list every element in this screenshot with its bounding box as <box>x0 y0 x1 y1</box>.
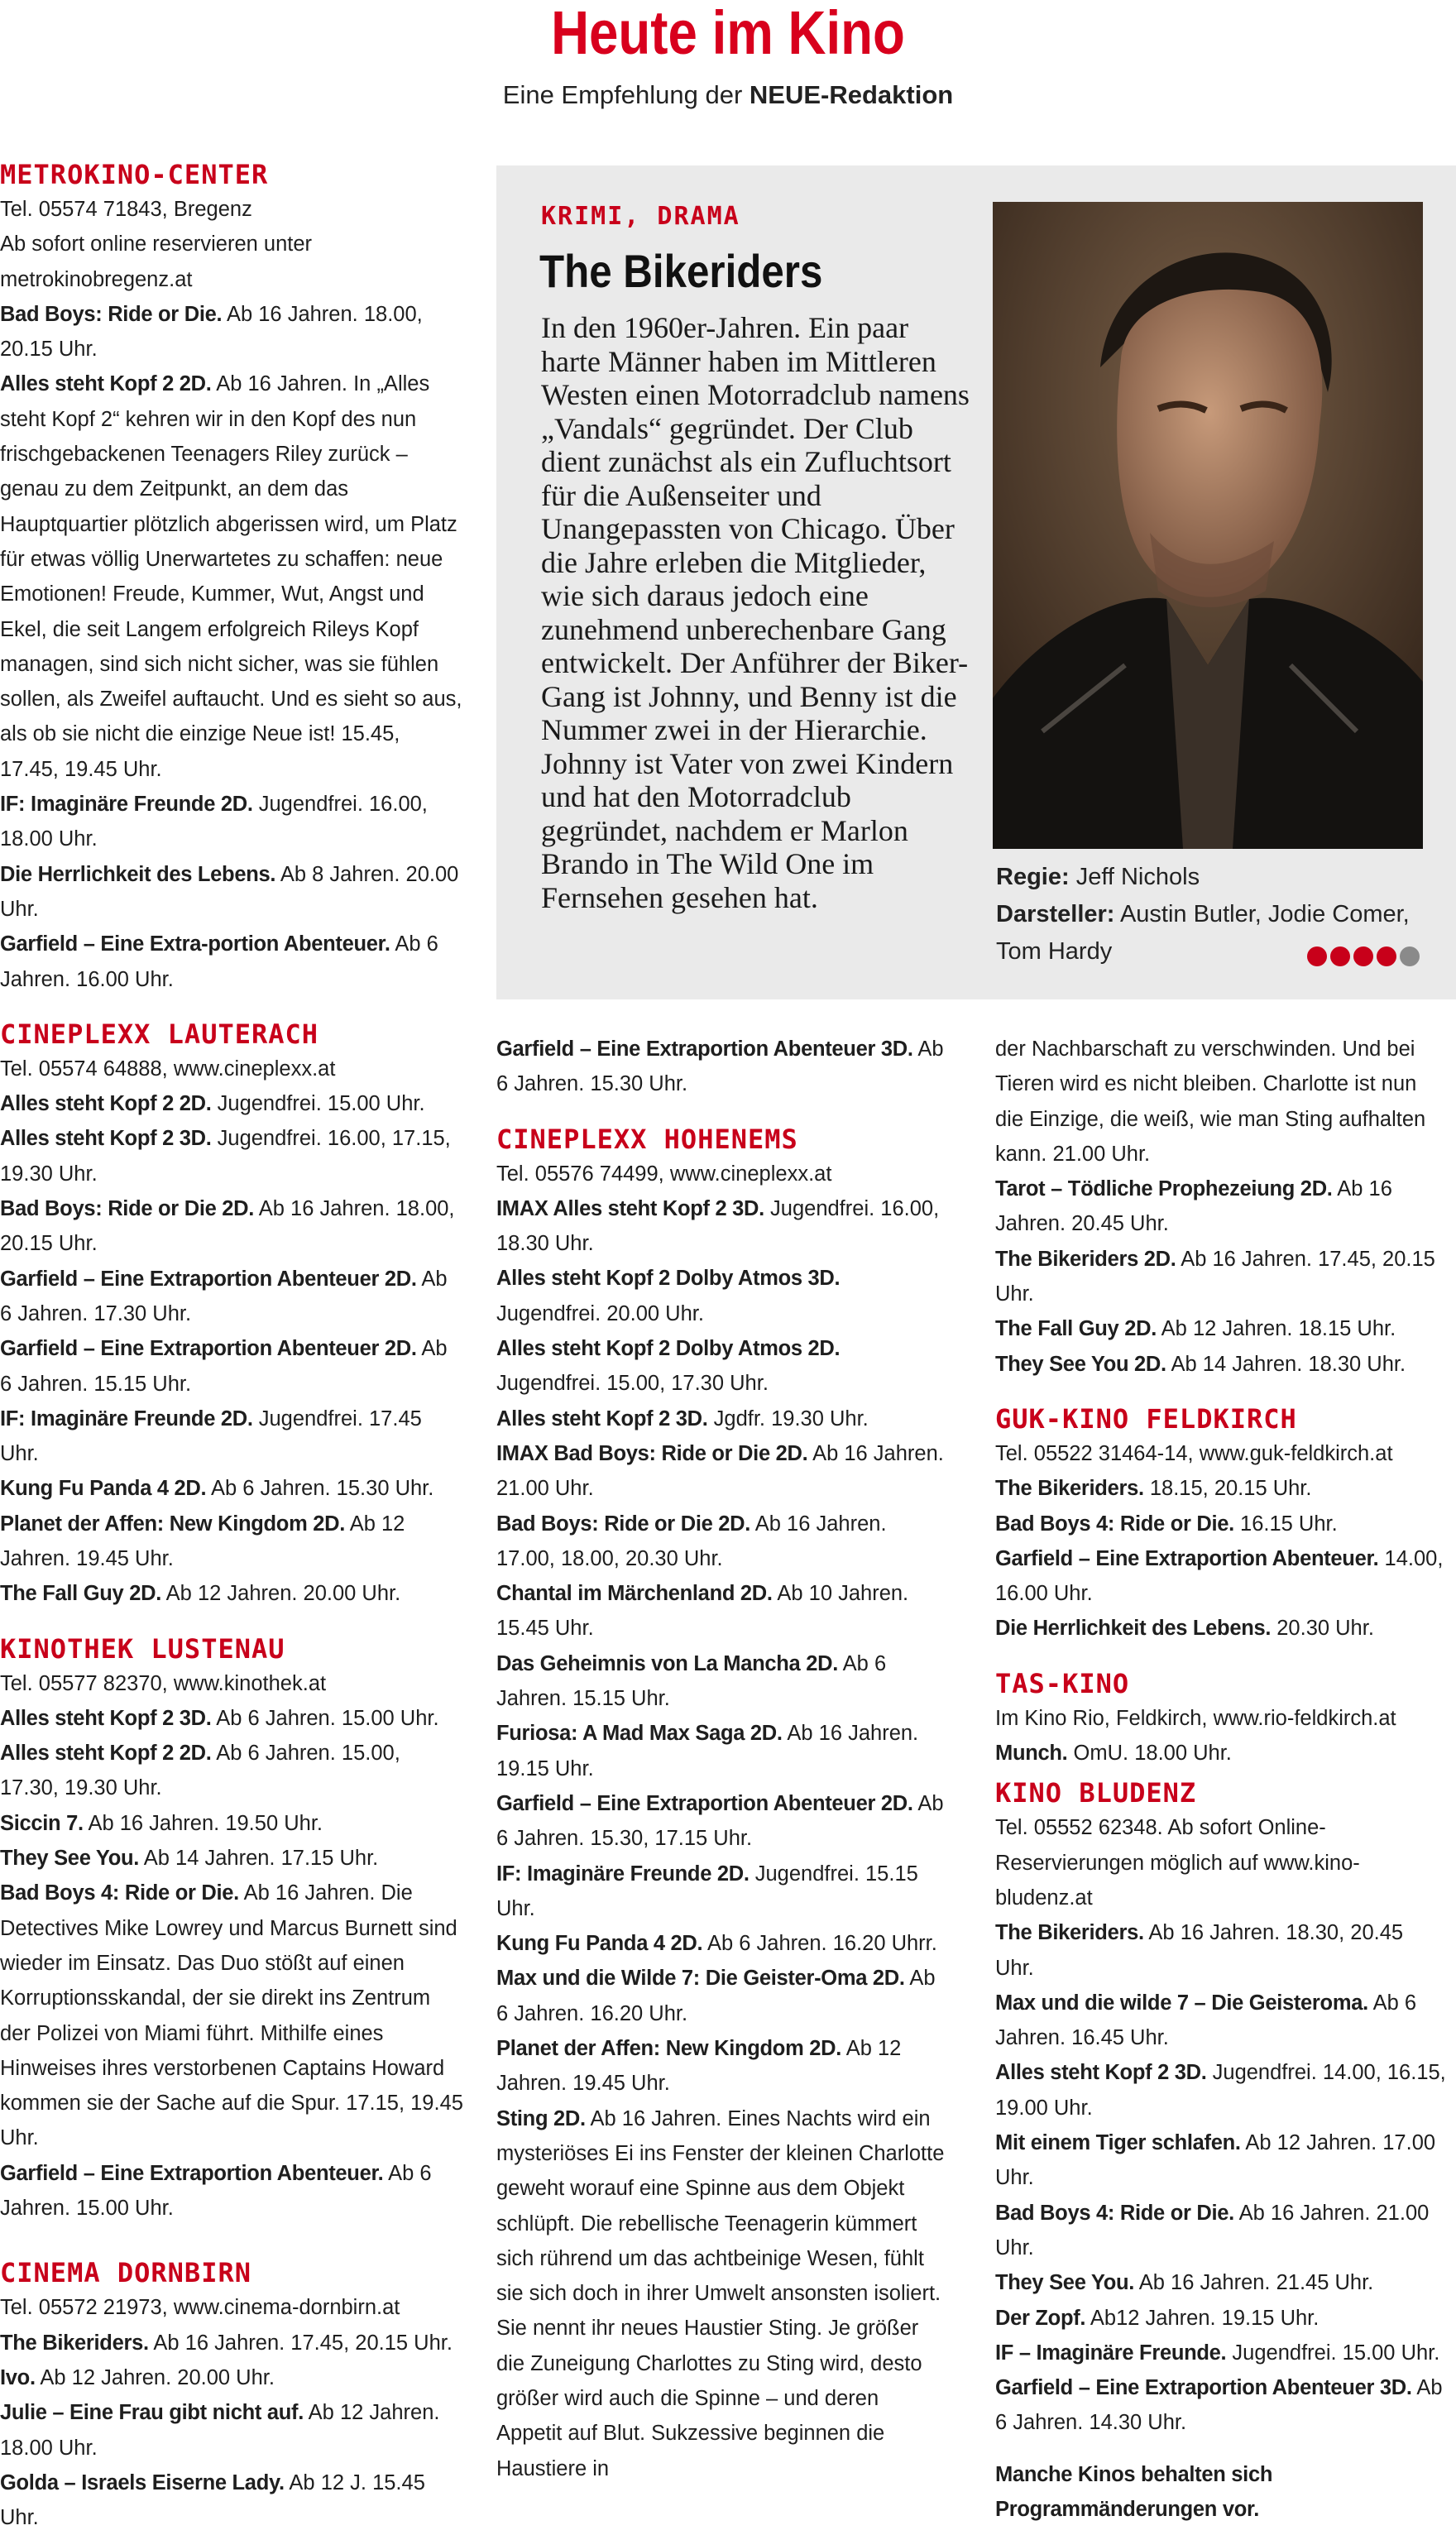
listing-line <box>0 2360 463 2395</box>
film-title: Garfield – Eine Extraportion Abenteuer 3D. <box>496 1037 913 1061</box>
cinema-dornbirn <box>0 2255 463 2535</box>
film-info: Jugendfrei. 16.00, 17.15, 19.30 Uhr. <box>0 1127 451 1186</box>
listing-line <box>496 1786 947 1857</box>
listing-line <box>0 1121 463 1191</box>
film-info: Ab 12 J. 15.45 Uhr. <box>0 2470 425 2530</box>
film-info: Ab 16 Jahren. 21.00 Uhr. <box>995 2201 1430 2259</box>
film-info: Ab 16 Jahren. 18.00, 20.15 Uhr. <box>0 1197 455 1256</box>
listing-line <box>0 2326 463 2360</box>
listing-line <box>496 1261 947 1331</box>
listing-line <box>995 1915 1446 1986</box>
film-info: Ab 8 Jahren. 20.00 Uhr. <box>0 862 459 921</box>
film-title: Alles steht Kopf 2 2D. <box>0 1742 212 1766</box>
director-name: Jeff Nichols <box>1075 864 1200 890</box>
film-info: Ab 6 Jahren. 15.00, 17.30, 19.30 Uhr. <box>0 1742 400 1800</box>
cinema-name: CINEMA DORNBIRN <box>0 2257 251 2289</box>
film-info: Ab 6 Jahren. 16.00 Uhr. <box>0 932 438 991</box>
film-info: Ab 16 Jahren. 19.50 Uhr. <box>83 1811 323 1835</box>
film-title: Das Geheimnis von La Mancha 2D. <box>496 1651 838 1675</box>
listing-line <box>496 1191 947 1262</box>
film-info: OmU. 18.00 Uhr. <box>1067 1742 1232 1766</box>
cinema-feldkirch <box>995 1402 1446 1646</box>
film-info: Ab 12 Jahren. 19.45 Uhr. <box>496 2037 902 2096</box>
film-title: Garfield – Eine Extraportion Abenteuer 2D. <box>496 1791 913 1815</box>
film-title: Max und die wilde 7 – Die Geisteroma. <box>995 1991 1368 2015</box>
film-title: Alles steht Kopf 2 3D. <box>496 1406 708 1430</box>
film-info: Jugendfrei. 15.00 Uhr. <box>1226 2341 1440 2365</box>
listing-line <box>995 1311 1446 1346</box>
film-info: Ab 6 Jahren. 16.45 Uhr. <box>995 1991 1417 2050</box>
listing-line <box>0 1471 463 1506</box>
film-title: Tarot – Tödliche Prophezeiung 2D. <box>995 1177 1333 1201</box>
film-title: Alles steht Kopf 2 2D. <box>0 372 212 396</box>
film-title: Garfield – Eine Extra-portion Abenteuer. <box>0 932 390 956</box>
film-info: Tel. 05574 64888, www.cineplexx.at <box>0 1057 336 1081</box>
listing-line <box>995 2196 1446 2266</box>
listing-line <box>496 1857 947 1927</box>
listing-line <box>0 1191 463 1262</box>
listing-line <box>0 787 463 857</box>
listing-line <box>0 1806 463 1841</box>
film-title: Julie – Eine Frau gibt nicht auf. <box>0 2401 304 2425</box>
rating-dot-filled <box>1307 946 1327 966</box>
film-title: IF – Imaginäre Freunde. <box>995 2341 1227 2365</box>
film-still-image <box>993 202 1423 849</box>
film-title: Bad Boys: Ride or Die. <box>0 302 223 326</box>
film-info: Ab 12 Jahren. 19.45 Uhr. <box>0 1512 405 1570</box>
listing-line <box>0 1331 463 1402</box>
listing-line <box>995 2125 1446 2196</box>
listing-line <box>496 1716 947 1786</box>
listing-line <box>496 1331 947 1402</box>
listing-line <box>995 1611 1446 1646</box>
film-info: Ab 12 Jahren. 18.15 Uhr. <box>1157 1317 1396 1341</box>
film-info: Ab 16 Jahren. 20.45 Uhr. <box>995 1177 1392 1236</box>
listing-line <box>995 2370 1446 2441</box>
cinema-metrokino <box>0 157 463 997</box>
film-info: Ab 16 Jahren. 21.00 Uhr. <box>496 1441 944 1501</box>
film-info: Jugendfrei. 16.00, 18.00 Uhr. <box>0 793 428 851</box>
column-2 <box>496 1032 947 2486</box>
film-title: Bad Boys 4: Ride or Die. <box>995 2201 1234 2225</box>
film-info: Ab 10 Jahren. 15.45 Uhr. <box>496 1582 909 1641</box>
film-info: der Nachbarschaft zu verschwinden. Und bei Tieren wird es nicht bleiben. Charlotte ist nun die Einzige, die weiß, wie man Sting aufhalten kann. 21.00 Uhr. <box>995 1037 1426 1166</box>
film-info: Tel. 05574 71843, Bregenz <box>0 198 252 221</box>
film-title: Max und die Wilde 7: Die Geister-Oma 2D. <box>496 1967 905 1991</box>
film-title: The Bikeriders. <box>995 1477 1144 1501</box>
listing-line <box>995 2336 1446 2370</box>
page-title: Heute im Kino <box>551 0 905 67</box>
film-title: IF: Imaginäre Freunde 2D. <box>0 1406 253 1430</box>
listing-line <box>995 1242 1446 1312</box>
film-info: Ab 6 Jahren. 15.00 Uhr. <box>211 1706 439 1730</box>
listing-line <box>995 1172 1446 1242</box>
cinema-lustenau <box>0 1632 463 2226</box>
film-title: Alles steht Kopf 2 3D. <box>995 2061 1207 2085</box>
film-title: IMAX Alles steht Kopf 2 3D. <box>496 1196 764 1220</box>
listing-line <box>995 1541 1446 1612</box>
film-title: Garfield – Eine Extraportion Abenteuer 3D. <box>995 2376 1412 2400</box>
cinema-lauterach-continued <box>496 1032 947 1102</box>
cinema-name: METROKINO-CENTER <box>0 159 269 190</box>
film-info: Ab 16 Jahren. 21.45 Uhr. <box>1134 2271 1374 2295</box>
listing-line <box>995 1986 1446 2056</box>
listing-line <box>995 1810 1446 1915</box>
film-title: They See You. <box>0 1847 140 1871</box>
film-info: Jugendfrei. 15.00 Uhr. <box>211 1092 425 1116</box>
listing-line <box>995 2055 1446 2125</box>
film-info: Ab 16 Jahren. 17.00, 18.00, 20.30 Uhr. <box>496 1512 887 1570</box>
film-title: Die Herrlichkeit des Lebens. <box>995 1617 1272 1641</box>
listing-line <box>0 1262 463 1332</box>
cinema-name: CINEPLEXX HOHENEMS <box>496 1123 798 1155</box>
film-title: Mit einem Tiger schlafen. <box>995 2131 1241 2155</box>
listing-line <box>0 1841 463 1876</box>
cinema-bludenz <box>995 1775 1446 2440</box>
cinema-lauterach <box>0 1017 463 1612</box>
listing-line <box>0 2466 463 2535</box>
listing-line <box>0 1736 463 1806</box>
film-title: IF: Imaginäre Freunde 2D. <box>496 1862 750 1886</box>
rating-dot-filled <box>1353 946 1373 966</box>
featured-film-synopsis: In den 1960er-Jahren. Ein paar harte Männer haben im Mittleren Westen einen Motorradclub namens „Vandals“ gegründet. Der Club dient zunächst als ein Zufluchtsort für die Außenseiter und Unangepassten von Chicago. Über die Jahre erleben die Mitglieder, wie sich daraus jedoch eine zunehmend unberechenbare Gang entwickelt. Der Anführer der Biker-Gang ist Johnny, und Benny ist die Nummer zwei in der Hierarchie. Johnny ist Vater von zwei Kindern und hat den Motorradclub gegründet, nachdem er Marlon Brando in The Wild One im Fernsehen gesehen hat. <box>541 311 970 914</box>
film-info: Ab 12 Jahren. 18.00 Uhr. <box>0 2401 440 2460</box>
listing-line <box>995 1436 1446 1471</box>
film-info: 18.15, 20.15 Uhr. <box>1143 1477 1312 1501</box>
listing-line <box>496 1436 947 1507</box>
listing-line <box>496 1926 947 1961</box>
director-label: Regie: <box>996 864 1070 890</box>
film-title: Alles steht Kopf 2 3D. <box>0 1127 212 1151</box>
listing-line <box>496 1961 947 2031</box>
film-info: Ab 16 Jahren. 18.30, 20.45 Uhr. <box>995 1921 1404 1980</box>
listing-line <box>0 927 463 997</box>
film-title: IMAX Bad Boys: Ride or Die 2D. <box>496 1441 808 1465</box>
film-info: Jugendfrei. 14.00, 16.15, 19.00 Uhr. <box>995 2061 1446 2120</box>
film-title: Siccin 7. <box>0 1811 84 1835</box>
film-info: Ab 6 Jahren. 16.20 Uhr. <box>496 1967 936 2025</box>
listing-line <box>995 1471 1446 1506</box>
film-title: The Bikeriders. <box>0 2331 149 2355</box>
film-title: Planet der Affen: New Kingdom 2D. <box>496 2037 842 2061</box>
film-title: Bad Boys 4: Ride or Die. <box>0 1881 239 1905</box>
film-title: IF: Imaginäre Freunde 2D. <box>0 793 253 817</box>
film-title: Garfield – Eine Extraportion Abenteuer 2D. <box>0 1267 417 1291</box>
film-info: Ab 6 Jahren. 15.30 Uhr. <box>206 1477 434 1501</box>
featured-film-genre: KRIMI, DRAMA <box>541 202 740 231</box>
film-info: Jgdfr. 19.30 Uhr. <box>707 1406 869 1430</box>
cinema-name: GUK-KINO FELDKIRCH <box>995 1402 1297 1435</box>
rating-dot-empty <box>1400 946 1420 966</box>
film-info: Tel. 05576 74499, www.cineplexx.at <box>496 1162 832 1186</box>
film-title: They See You. <box>995 2271 1135 2295</box>
listing-line <box>0 2156 463 2226</box>
film-info: Ab 6 Jahren. 15.30, 17.15 Uhr. <box>496 1791 944 1851</box>
film-title: Bad Boys: Ride or Die 2D. <box>496 1512 751 1536</box>
subtitle-publisher: NEUE-Redaktion <box>749 80 954 109</box>
film-title: Sting 2D. <box>496 2106 586 2130</box>
film-title: Garfield – Eine Extraportion Abenteuer 2D. <box>0 1337 417 1361</box>
film-title: The Bikeriders. <box>995 1921 1144 1945</box>
film-info: 16.15 Uhr. <box>1233 1512 1338 1536</box>
film-info: Jugendfrei. 20.00 Uhr. <box>496 1301 704 1325</box>
listing-line <box>496 1402 947 1436</box>
film-title: Bad Boys 4: Ride or Die. <box>995 1512 1234 1536</box>
film-info: Tel. 05572 21973, www.cinema-dornbirn.at <box>0 2296 400 2320</box>
cinema-name: CINEPLEXX LAUTERACH <box>0 1018 319 1050</box>
film-info: Ab sofort online reservieren unter metrokinobregenz.at <box>0 232 313 291</box>
listing-line <box>0 2395 463 2466</box>
film-title: The Bikeriders 2D. <box>995 1247 1176 1271</box>
film-title: Die Herrlichkeit des Lebens. <box>0 862 276 886</box>
listing-line <box>0 227 463 297</box>
film-title: Furiosa: A Mad Max Saga 2D. <box>496 1722 783 1746</box>
film-info: Tel. 05552 62348. Ab sofort Online-Reservierungen möglich auf www.kino-bludenz.at <box>995 1816 1360 1910</box>
listing-line <box>496 1157 947 1191</box>
film-title: Garfield – Eine Extraportion Abenteuer. <box>0 2161 384 2185</box>
film-info: Jugendfrei. 15.00, 17.30 Uhr. <box>496 1372 769 1396</box>
rating-dot-filled <box>1377 946 1396 966</box>
listing-line <box>496 1576 947 1646</box>
film-title: Der Zopf. <box>995 2306 1086 2330</box>
listing-line <box>0 1701 463 1736</box>
film-info: Ab12 Jahren. 19.15 Uhr. <box>1085 2306 1320 2330</box>
film-title: Alles steht Kopf 2 Dolby Atmos 2D. <box>496 1337 841 1361</box>
listing-line <box>0 192 463 227</box>
film-title: Kung Fu Panda 4 2D. <box>0 1477 207 1501</box>
film-info: Ab 14 Jahren. 18.30 Uhr. <box>1166 1352 1406 1376</box>
listing-line <box>995 1507 1446 1541</box>
listing-line <box>0 1086 463 1121</box>
cinema-name: TAS-KINO <box>995 1667 1130 1699</box>
film-info: Tel. 05522 31464-14, www.guk-feldkirch.at <box>995 1441 1393 1465</box>
listing-line <box>0 1576 463 1611</box>
film-still-photo <box>993 202 1423 849</box>
film-info: Ab 12 Jahren. 20.00 Uhr. <box>161 1582 401 1606</box>
film-title: Bad Boys: Ride or Die 2D. <box>0 1197 255 1221</box>
listing-line <box>0 857 463 927</box>
film-info: Ab 16 Jahren. 19.15 Uhr. <box>496 1722 919 1780</box>
listing-line <box>995 1347 1446 1382</box>
cinema-taskino <box>995 1666 1446 1771</box>
film-title: Munch. <box>995 1742 1068 1766</box>
film-title: Ivo. <box>0 2365 36 2389</box>
cinema-name: KINOTHEK LUSTENAU <box>0 1632 285 1665</box>
rating-dots <box>1307 946 1420 966</box>
film-info: Ab 16 Jahren. 17.45, 20.15 Uhr. <box>148 2331 453 2355</box>
film-info: Ab 16 Jahren. Eines Nachts wird ein mysteriöses Ei ins Fenster der kleinen Charlotte geweht worauf eine Spinne aus dem Objekt schlüpft. Die rebellische Teenagerin kümmert sich rührend um das achtbeinige Wesen, fühlt sie sich doch in ihrer Umwelt ansonsten isoliert. Sie nennt ihr neues Haustier Sting. Je größer die Zuneigung Charlottes zu Sting wird, desto größer wird auch die Spinne – und deren Appetit auf Blut. Sukzessive beginnen die Haustiere in <box>496 2106 945 2480</box>
film-info: Ab 6 Jahren. 15.15 Uhr. <box>0 1337 448 1396</box>
film-info: Jugendfrei. 17.45 Uhr. <box>0 1406 422 1466</box>
film-info: Ab 6 Jahren. 15.00 Uhr. <box>0 2161 432 2221</box>
listing-line <box>0 367 463 787</box>
film-title: Golda – Israels Eiserne Lady. <box>0 2470 285 2494</box>
film-title: They See You 2D. <box>995 1352 1166 1376</box>
film-info: 14.00, 16.00 Uhr. <box>995 1546 1444 1606</box>
film-info: Ab 6 Jahren. 17.30 Uhr. <box>0 1267 448 1325</box>
cinema-hohenems-continued <box>995 1032 1446 1382</box>
film-title: The Fall Guy 2D. <box>0 1582 161 1606</box>
film-info: Tel. 05577 82370, www.kinothek.at <box>0 1671 327 1695</box>
rating-dot-filled <box>1330 946 1350 966</box>
listing-line <box>0 1052 463 1086</box>
film-title: Kung Fu Panda 4 2D. <box>496 1932 703 1956</box>
film-info: Ab 6 Jahren. 14.30 Uhr. <box>995 2376 1443 2435</box>
listing-line <box>496 2031 947 2101</box>
listing-line <box>0 2290 463 2325</box>
film-info: Ab 16 Jahren. 17.45, 20.15 Uhr. <box>995 1247 1435 1306</box>
page-subtitle <box>0 79 1456 112</box>
listing-line <box>995 1701 1446 1736</box>
film-title: Chantal im Märchenland 2D. <box>496 1582 773 1606</box>
listing-line <box>496 1032 947 1102</box>
listing-line <box>995 2301 1446 2336</box>
listing-line <box>0 1402 463 1472</box>
footer-note: Manche Kinos behalten sich Programmänderungen vor. <box>995 2462 1273 2521</box>
film-title: Garfield – Eine Extraportion Abenteuer. <box>995 1546 1379 1570</box>
film-info: Im Kino Rio, Feldkirch, www.rio-feldkirch.at <box>995 1706 1396 1730</box>
film-title: Alles steht Kopf 2 3D. <box>0 1706 212 1730</box>
column-3 <box>995 1032 1446 2527</box>
cinema-hohenems <box>496 1122 947 2486</box>
listing-line <box>496 2101 947 2486</box>
cast-label: Darsteller: <box>996 901 1115 927</box>
film-info: Ab 6 Jahren. 16.20 Uhrr. <box>702 1932 937 1956</box>
film-info: Jugendfrei. 15.15 Uhr. <box>496 1862 918 1920</box>
film-info: 20.30 Uhr. <box>1271 1617 1374 1641</box>
listing-line <box>995 1032 1446 1172</box>
film-info: Ab 6 Jahren. 15.15 Uhr. <box>496 1651 887 1711</box>
listing-line <box>0 1666 463 1701</box>
film-info: Ab 14 Jahren. 17.15 Uhr. <box>139 1847 379 1871</box>
subtitle-prefix: Eine Empfehlung der <box>502 80 750 109</box>
film-info: Jugendfrei. 16.00, 18.30 Uhr. <box>496 1196 940 1256</box>
featured-film-title: The Bikeriders <box>539 245 823 297</box>
cast-names: Austin Butler, Jodie Comer, Tom Hardy <box>996 901 1410 965</box>
film-title: Planet der Affen: New Kingdom 2D. <box>0 1512 346 1536</box>
film-title: The Fall Guy 2D. <box>995 1317 1157 1341</box>
film-info: Ab 16 Jahren. In „Alles steht Kopf 2“ kehren wir in den Kopf des nun frischgebackenen Teenagers Riley zurück – genau zu dem Zeitpunkt, an dem das Hauptquartier plötzlich abgerissen wird, um Platz für etwas völlig Unerwartetes zu schaffen: neue Emotionen! Freude, Kummer, Wut, Angst und Ekel, die seit Langem erfolgreich Rileys Kopf managen, sind sich nicht sicher, was sie fühlen sollen, als Zweifel auftaucht. Und es sieht so aus, als ob sie nicht die einzige Neue ist! 15.45, 17.45, 19.45 Uhr. <box>0 372 462 781</box>
film-info: Ab 16 Jahren. Die Detectives Mike Lowrey und Marcus Burnett sind wieder im Einsatz. Das Duo stößt auf einen Korruptionsskandal, der sie direkt ins Zentrum der Polizei von Miami führt. Mithilfe eines Hinweises ihres verstorbenen Captains Howard kommen sie der Sache auf die Spur. 17.15, 19.45 Uhr. <box>0 1881 463 2150</box>
film-info: Ab 16 Jahren. 18.00, 20.15 Uhr. <box>0 302 423 362</box>
cinema-name: KINO BLUDENZ <box>995 1777 1197 1809</box>
listing-line <box>0 1876 463 2155</box>
listing-line <box>496 1646 947 1717</box>
listing-line <box>0 1507 463 1577</box>
film-info: Ab 6 Jahren. 15.30 Uhr. <box>496 1037 944 1096</box>
listing-line <box>995 1736 1446 1771</box>
listing-line <box>995 2265 1446 2300</box>
credits-director <box>996 859 1426 896</box>
listing-line <box>496 1507 947 1577</box>
film-info: Ab 12 Jahren. 20.00 Uhr. <box>35 2365 275 2389</box>
film-title: Alles steht Kopf 2 Dolby Atmos 3D. <box>496 1267 841 1291</box>
film-info: Ab 12 Jahren. 17.00 Uhr. <box>995 2131 1436 2190</box>
column-1 <box>0 157 463 2535</box>
film-title: Alles steht Kopf 2 2D. <box>0 1092 212 1116</box>
listing-line <box>0 297 463 367</box>
